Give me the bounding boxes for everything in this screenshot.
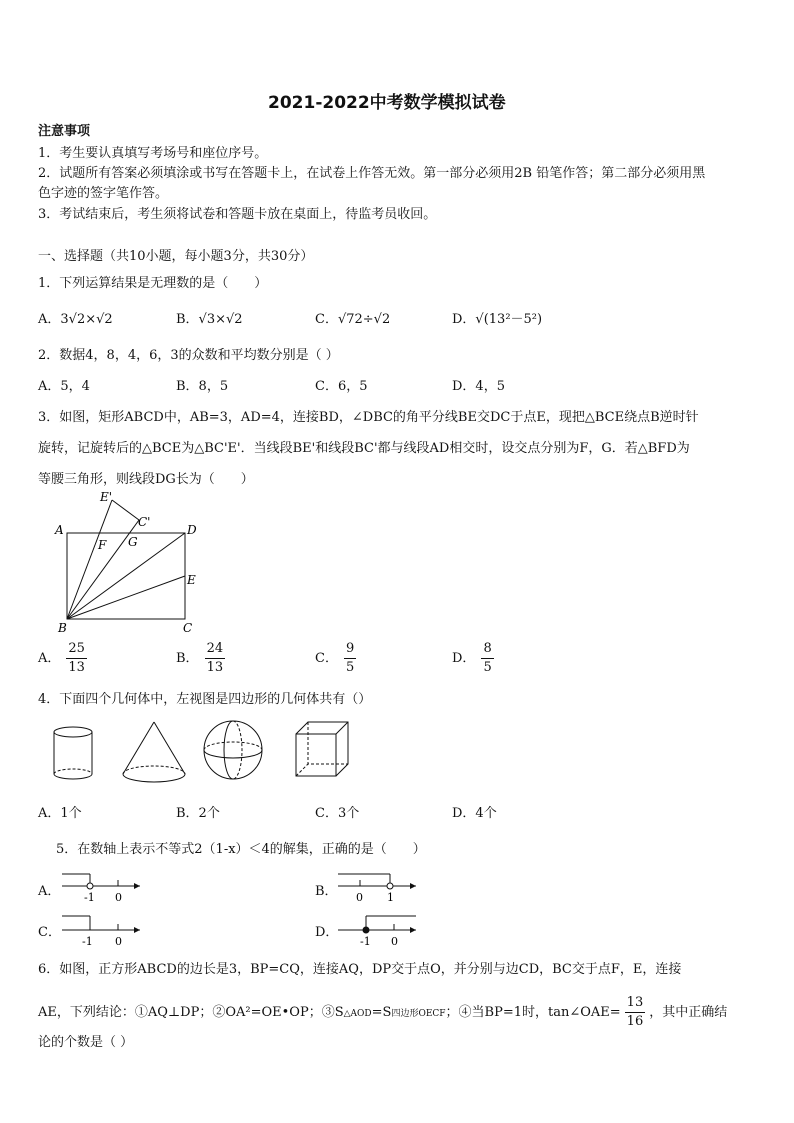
- q2-option-b: B．8，5: [176, 379, 229, 394]
- notice-item: 2．试题所有答案必须填涂或书写在答题卡上，在试卷上作答无效。第一部分必须用2B 铅笔作答；第二部分必须用黑: [38, 166, 706, 181]
- q5-option-c-number-line: [60, 910, 144, 946]
- tick-label: -1: [84, 891, 95, 904]
- page-title: 2021-2022中考数学模拟试卷: [268, 93, 506, 113]
- q3-stem-line2: 旋转，记旋转后的△BCE为△BC'E'．当线段BE'和线段BC'都与线段AD相交时，设交点分别为F，G．若△BFD为: [38, 441, 690, 456]
- q5-option-c-label: C．: [38, 925, 61, 940]
- q4-option-d: D．4个: [452, 806, 497, 821]
- tick-label: 0: [356, 891, 363, 904]
- q1-option-b: B．√3×√2: [176, 312, 243, 327]
- label-g: G: [128, 535, 138, 549]
- q5-stem: 5．在数轴上表示不等式2（1-x）＜4的解集，正确的是（ ）: [56, 842, 426, 857]
- section-heading: 一、选择题（共10小题，每小题3分，共30分）: [38, 249, 314, 264]
- fraction: $\frac{8}{5}$: [483, 641, 492, 675]
- fraction: $\frac{25}{13}$: [68, 641, 85, 675]
- label-b: B: [58, 621, 67, 635]
- q2-option-c: C．6，5: [315, 379, 368, 394]
- fraction: $\frac{13}{16}$: [626, 995, 644, 1029]
- notice-item: 色字迹的签字笔作答。: [38, 186, 169, 201]
- tick-label: 0: [115, 891, 122, 904]
- segment-be: [67, 576, 185, 619]
- q3-option-a: A． $\frac{25}{13}$: [38, 641, 85, 675]
- tick-label: 0: [391, 935, 398, 946]
- label-c: C: [183, 621, 193, 635]
- q5-option-a-number-line: [60, 868, 144, 904]
- q1-option-a: A．3√2×√2: [38, 312, 113, 327]
- q5-option-d-label: D．: [315, 925, 339, 940]
- cube-icon: [296, 722, 348, 776]
- q6-stem-line1: 6．如图，正方形ABCD的边长是3，BP=CQ，连接AQ，DP交于点O，并分别与边CD，BC交于点F，E，连接: [38, 962, 682, 977]
- q1-stem: 1．下列运算结果是无理数的是（ ）: [38, 276, 268, 291]
- notice-item: 3．考试结束后，考生须将试卷和答题卡放在桌面上，待监考员收回。: [38, 207, 437, 222]
- q2-option-d: D．4，5: [452, 379, 505, 394]
- tick-label: -1: [82, 935, 93, 946]
- segment-bd: [67, 533, 185, 619]
- tick-label: 1: [387, 891, 394, 904]
- notice-heading: 注意事项: [38, 124, 91, 139]
- label-e: E: [187, 573, 196, 587]
- cone-icon: [123, 722, 185, 782]
- cylinder-icon: [54, 727, 92, 779]
- q5-option-d-number-line: [336, 910, 420, 946]
- q2-stem: 2．数据4，8，4，6，3的众数和平均数分别是（ ）: [38, 348, 339, 363]
- q6-stem-line2: AE，下列结论：①AQ⊥DP；②OA²=OE•OP；③S△AOD=S四边形OECF；④当BP=1时，tan∠OAE= $\frac{13}{16}$ ，其中正确结: [38, 995, 728, 1029]
- label-e-prime: E': [100, 490, 113, 504]
- q4-option-c: C．3个: [315, 806, 360, 821]
- segment-be1: [67, 500, 112, 619]
- q2-option-a: A．5，4: [38, 379, 90, 394]
- q3-stem-line1: 3．如图，矩形ABCD中，AB=3，AD=4，连接BD，∠DBC的角平分线BE交DC于点E，现把△BCE绕点B逆时针: [38, 410, 699, 425]
- notice-item: 1．考生要认真填写考场号和座位序号。: [38, 146, 268, 161]
- q6-stem-line3: 论的个数是（ ）: [38, 1035, 134, 1050]
- label-d: D: [187, 523, 197, 537]
- q4-option-b: B．2个: [176, 806, 220, 821]
- label-f: F: [98, 538, 107, 552]
- q4-stem: 4．下面四个几何体中，左视图是四边形的几何体共有（）: [38, 692, 372, 707]
- q5-option-a-label: A．: [38, 884, 61, 899]
- tick-label: 0: [115, 935, 122, 946]
- q1-option-c: C．√72÷√2: [315, 312, 391, 327]
- q4-option-a: A．1个: [38, 806, 82, 821]
- q3-figure: [50, 488, 210, 636]
- label-a: A: [55, 523, 64, 537]
- q5-option-b-label: B．: [315, 884, 338, 899]
- fraction: $\frac{24}{13}$: [206, 641, 224, 675]
- q3-option-c: C． $\frac{9}{5}$: [315, 641, 355, 675]
- q3-option-d: D． $\frac{8}{5}$: [452, 641, 492, 675]
- sphere-icon: [204, 721, 262, 779]
- segment-e1c1: [112, 500, 139, 520]
- q3-option-b: B． $\frac{24}{13}$: [176, 641, 224, 675]
- q3-stem-line3: 等腰三角形，则线段DG长为（ ）: [38, 472, 254, 487]
- fraction: $\frac{9}{5}$: [345, 641, 355, 675]
- q4-solids-figure: [40, 718, 370, 786]
- tick-label: -1: [360, 935, 371, 946]
- q5-option-b-number-line: [336, 868, 420, 904]
- q1-option-d: D．√(13²－5²): [452, 312, 543, 327]
- label-c-prime: C': [138, 515, 151, 529]
